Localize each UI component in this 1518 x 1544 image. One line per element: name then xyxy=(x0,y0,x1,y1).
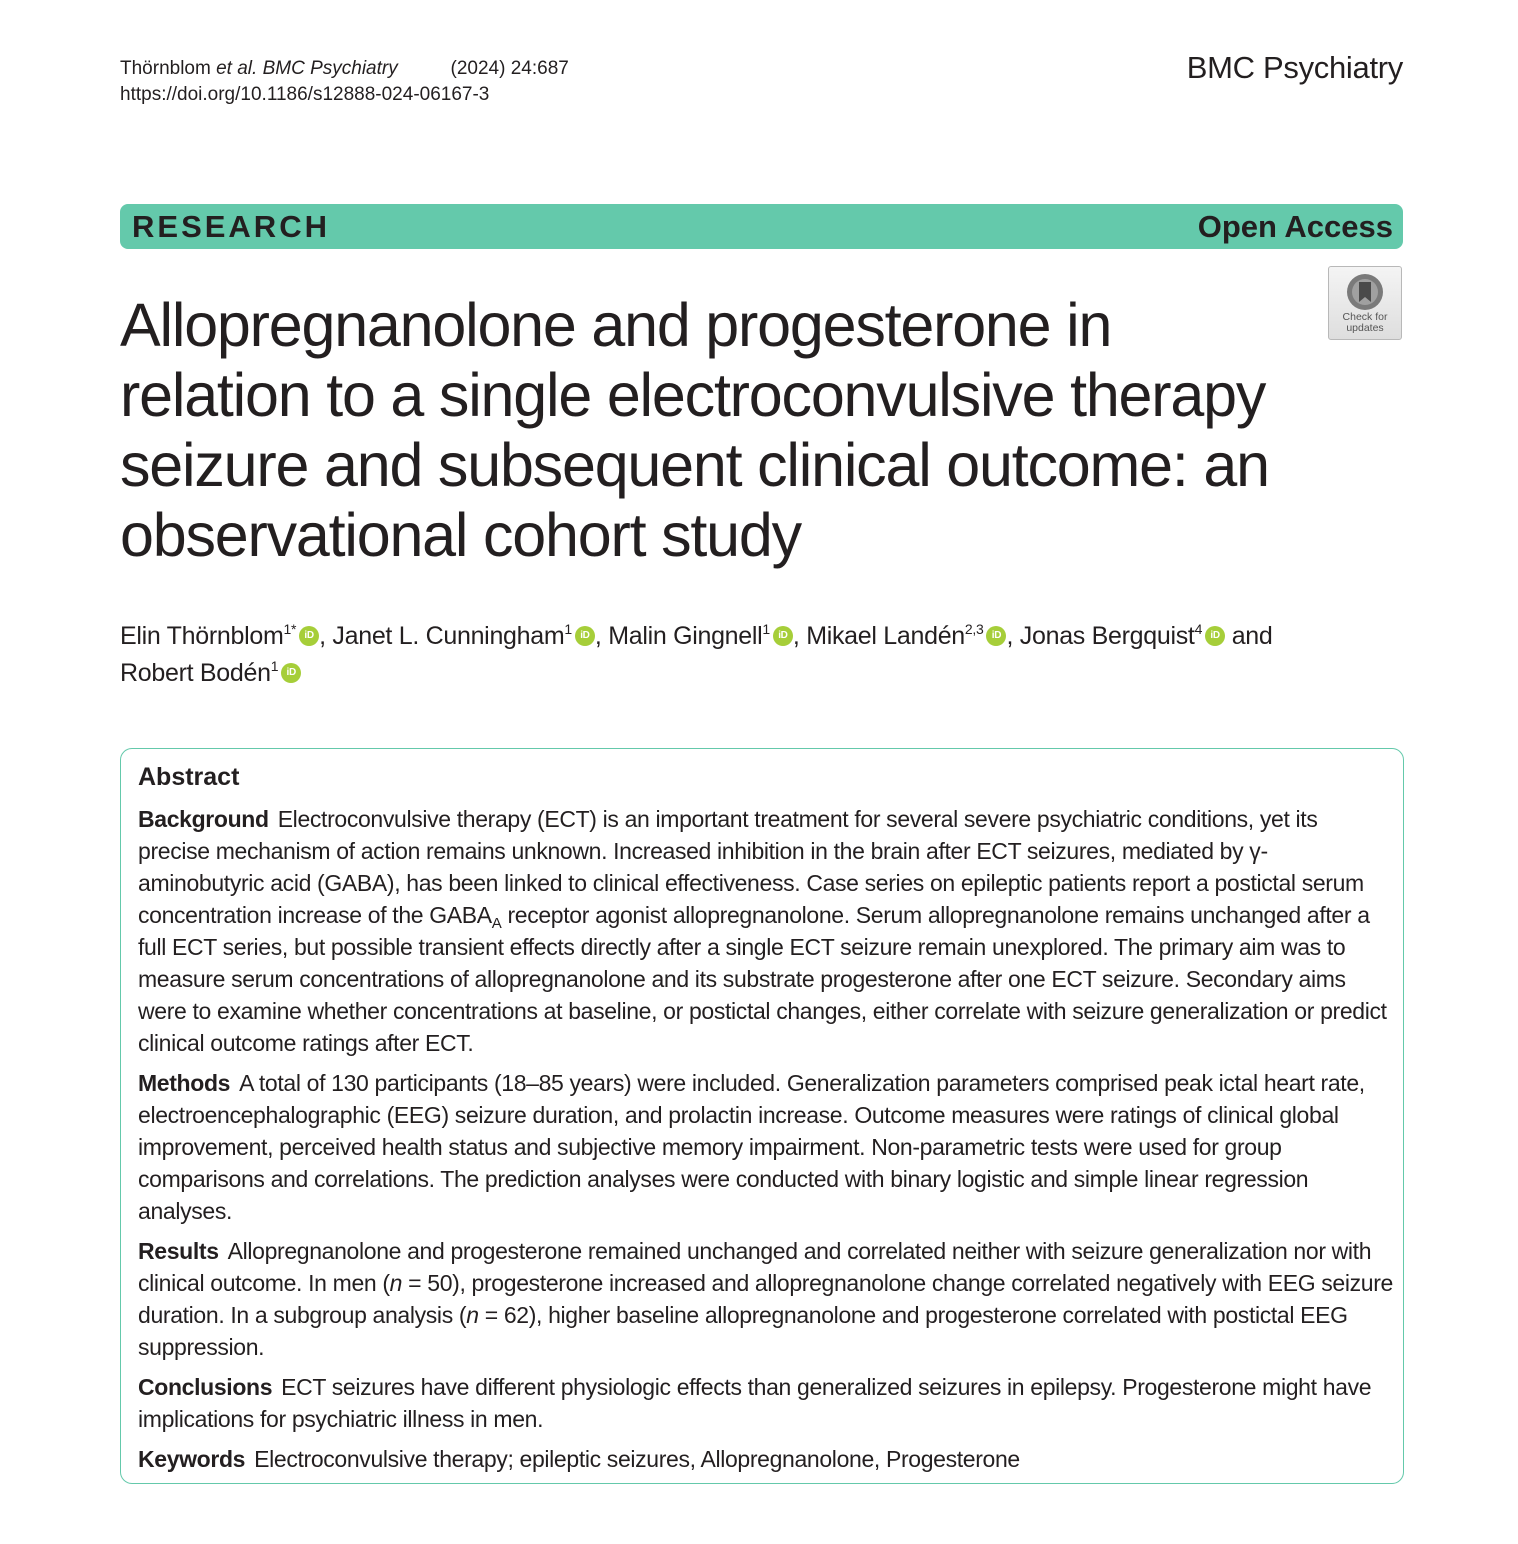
check-updates-line2: updates xyxy=(1346,322,1384,334)
section-text: = 62), higher baseline allopregnanolone and progesterone correlated with postictal EEG suppression. xyxy=(138,1302,1348,1360)
author-separator: , xyxy=(594,622,609,650)
author-affiliation: 4 xyxy=(1194,621,1203,637)
author-name[interactable]: Janet L. Cunningham xyxy=(332,622,565,650)
article-type: RESEARCH xyxy=(132,209,330,244)
article-banner xyxy=(120,204,1403,249)
author-name[interactable]: Robert Bodén xyxy=(120,659,271,687)
citation-authors: Thörnblom xyxy=(120,58,211,79)
n-variable: n xyxy=(389,1270,403,1296)
author-name[interactable]: Elin Thörnblom xyxy=(120,622,284,650)
journal-name: BMC Psychiatry xyxy=(1186,50,1403,85)
abstract-background xyxy=(138,803,1393,1059)
author-affiliation: 2,3 xyxy=(964,621,984,637)
section-label: Conclusions xyxy=(138,1374,273,1400)
abstract-box xyxy=(120,748,1404,1484)
n-variable: n xyxy=(466,1302,479,1328)
orcid-icon[interactable] xyxy=(575,626,595,646)
section-label: Keywords xyxy=(138,1446,246,1472)
abstract-heading: Abstract xyxy=(138,763,240,791)
abstract-results xyxy=(138,1235,1393,1363)
orcid-icon[interactable] xyxy=(1205,626,1225,646)
section-text: Electroconvulsive therapy; epileptic seizures, Allopregnanolone, Progesterone xyxy=(254,1446,1020,1472)
citation-year-volume: (2024) 24:687 xyxy=(450,58,569,79)
abstract-methods xyxy=(138,1067,1393,1227)
author-separator: , xyxy=(1006,622,1020,650)
author-name[interactable]: Mikael Landén xyxy=(806,622,965,650)
citation-journal: et al. BMC Psychiatry xyxy=(216,58,398,79)
author-affiliation: 1 xyxy=(762,621,770,637)
subscript: A xyxy=(491,915,502,932)
author-name[interactable]: Jonas Bergquist xyxy=(1019,622,1195,650)
section-text: Allopregnanolone and progesterone remained unchanged and correlated neither with seizure generalization nor with clinical outcome. In men ( xyxy=(138,1238,1372,1296)
author-name[interactable]: Malin Gingnell xyxy=(608,622,763,650)
orcid-icon[interactable] xyxy=(299,626,319,646)
section-text: receptor agonist allopregnanolone. Serum allopregnanolone remains unchanged after a full ECT series, but possible transient effects directly after a single ECT seizure remain unexplored. The primary aim was to measure serum concentrations of allopregnanolone and its substrate progesterone after one ECT seizure. Secondary aims were to examine whether concentrations at baseline, or postictal changes, either correlate with seizure generalization or predict clinical outcome ratings after ECT. xyxy=(138,902,1387,1056)
open-access-label: Open Access xyxy=(1197,209,1393,244)
section-text: = 50), progesterone increased and allopregnanolone change correlated negatively with EEG seizure duration. In a subgroup analysis ( xyxy=(138,1270,1393,1328)
citation-block xyxy=(120,56,569,108)
section-text: Electroconvulsive therapy (ECT) is an important treatment for several severe psychiatric conditions, yet its precise mechanism of action remains unknown. Increased inhibition in the brain after ECT seizures, mediated by γ-aminobutyric acid (GABA), has been linked to clinical effectiveness. Case series on epileptic patients report a postictal serum concentration increase of the GABA xyxy=(138,806,1364,928)
section-text: A total of 130 participants (18–85 years) were included. Generalization parameters comprised peak ictal heart rate, electroencephalographic (EEG) seizure duration, and prolactin increase. Outcome measures were ratings of clinical global improvement, perceived health status and subjective memory impairment. Non-parametric tests were used for group comparisons and correlations. The prediction analyses were conducted with binary logistic and simple linear regression analyses. xyxy=(138,1070,1365,1224)
abstract-keywords xyxy=(138,1443,1393,1475)
article-title: Allopregnanolone and progesterone in relation to a single electroconvulsive therapy seizure and subsequent clinical outcome: an observational cohort study xyxy=(120,291,1269,569)
orcid-icon[interactable] xyxy=(986,626,1006,646)
section-label: Methods xyxy=(138,1070,231,1096)
check-for-updates-button[interactable] xyxy=(1328,266,1402,340)
check-updates-line1: Check for xyxy=(1342,311,1388,323)
author-affiliation: 1 xyxy=(270,658,279,674)
orcid-icon[interactable] xyxy=(773,626,793,646)
citation-line xyxy=(120,56,569,82)
author-affiliation: 1* xyxy=(283,621,297,637)
section-label: Background xyxy=(138,806,269,832)
section-text: ECT seizures have different physiologic effects than generalized seizures in epilepsy. Progesterone might have implications for psychiatric illness in men. xyxy=(138,1374,1372,1432)
orcid-icon[interactable] xyxy=(281,663,301,683)
abstract-conclusions xyxy=(138,1371,1393,1435)
author-separator: , xyxy=(319,622,333,650)
author-list xyxy=(120,618,1340,692)
author-affiliation: 1 xyxy=(564,621,572,637)
author-separator: and xyxy=(1225,622,1280,650)
bookmark-circle-icon xyxy=(1345,272,1385,312)
author-separator: , xyxy=(792,622,807,650)
doi-link[interactable]: https://doi.org/10.1186/s12888-024-06167-3 xyxy=(120,84,490,105)
section-label: Results xyxy=(138,1238,219,1264)
